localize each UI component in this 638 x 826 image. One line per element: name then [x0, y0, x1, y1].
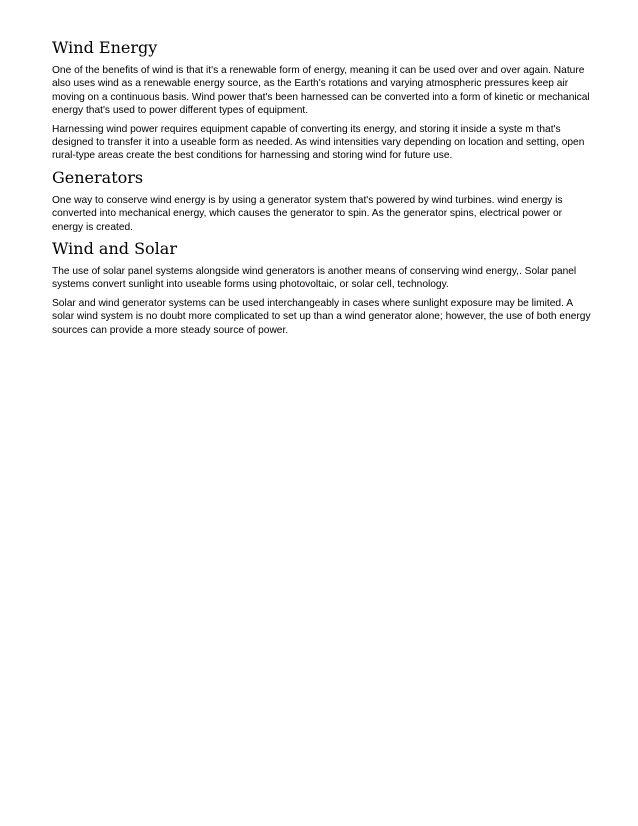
paragraph: Harnessing wind power requires equipment capable of converting its energy, and storing it inside a syste m that's designed to transfer it into a useable form as needed. As wind intensities vary depending on location and setting, open rural-type areas create the best conditions for harnessing and storing wind for future use.: [52, 123, 585, 162]
section-heading: Wind and Solar: [52, 239, 177, 259]
section-heading: Generators: [52, 167, 144, 187]
section-heading: Wind Energy: [52, 38, 158, 57]
paragraph: The use of solar panel systems alongside wind generators is another means of conserving wind energy,. Solar panel systems convert sunlight into useable forms using photovoltaic, or solar cell, technology.: [52, 266, 577, 291]
section-wind-and-solar: [52, 239, 592, 337]
paragraph: One of the benefits of wind is that it's a renewable form of energy, meaning it can be used over and over again. Nature also uses wind as a renewable energy source, as the Earth's rotations and varying atmospheric pressures keep air moving on a continuous basis. Wind power that's been harnessed can be converted into a form of kinetic or mechanical energy that's used to power different types of equipment.: [52, 65, 590, 117]
section-wind-energy: [52, 38, 592, 163]
paragraph: One way to conserve wind energy is by using a generator system that's powered by wind turbines. wind energy is converted into mechanical energy, which causes the generator to spin. As the generator spins, electrical power or energy is created.: [52, 194, 563, 233]
section-generators: [52, 168, 592, 234]
document-page: [52, 38, 592, 342]
paragraph: Solar and wind generator systems can be used interchangeably in cases where sunlight exposure may be limited. A solar wind system is no doubt more complicated to set up than a wind generator alone; however, the use of both energy sources can provide a more steady source of power.: [52, 297, 591, 336]
